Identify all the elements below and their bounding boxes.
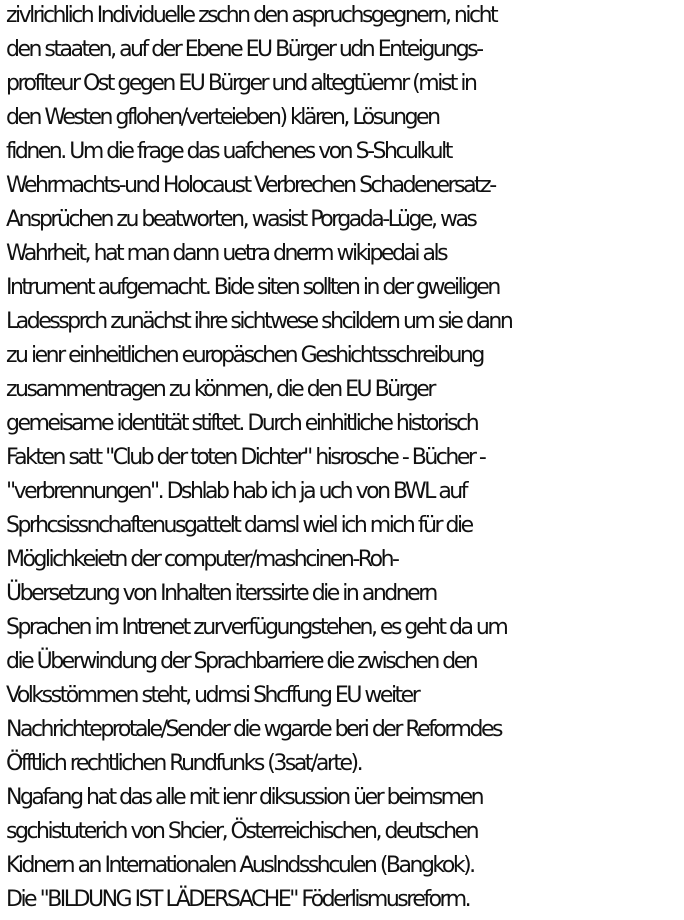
text-line-22: Nachrichteprotale/Sender die wgarde beri der Reformdes xyxy=(6,717,501,742)
text-line-24: Ngafang hat das alle mit ienr diksussion üer beimsmen xyxy=(6,785,483,810)
text-line-26: Kidnern an Internationalen Auslndsshculen (Bangkok). xyxy=(6,853,474,878)
text-line-4: den Westen gflohen/verteieben) klären, Lösungen xyxy=(6,105,439,130)
text-line-23: Öfftlich rechtlichen Rundfunks (3sat/arte). xyxy=(6,751,362,776)
text-line-25: sgchistuterich von Shcier, Österreichischen, deutschen xyxy=(6,819,478,844)
text-line-8: Wahrheit, hat man dann uetra dnerm wikipedai als xyxy=(6,241,447,266)
text-line-21: Volksstömmen steht, udmsi Shcffung EU weiter xyxy=(6,683,419,708)
text-line-9: Intrument aufgemacht. Bide siten sollten in der gweiligen xyxy=(6,275,499,300)
text-line-6: Wehrmachts-und Holocaust Verbrechen Schadenersatz- xyxy=(6,173,495,198)
text-line-11: zu ienr einheitlichen europäschen Geshichtsschreibung xyxy=(6,343,483,368)
text-line-27: Die "BILDUNG IST LÄDERSACHE" Föderlismusreform. xyxy=(6,887,470,912)
text-line-18: Übersetzung von Inhalten iterssirte die in andnern xyxy=(6,581,436,606)
text-line-14: Fakten satt "Club der toten Dichter" hisrosche - Bücher - xyxy=(6,445,485,470)
text-line-15: "verbrennungen". Dshlab hab ich ja uch von BWL auf xyxy=(6,479,466,504)
text-line-7: Ansprüchen zu beatworten, wasist Porgada-Lüge, was xyxy=(6,207,476,232)
document-page xyxy=(6,0,684,920)
text-line-19: Sprachen im Intrenet zurverfügungstehen, es geht da um xyxy=(6,615,507,640)
text-line-13: gemeisame identität stiftet. Durch einhitliche historisch xyxy=(6,411,478,436)
text-line-12: zusammentragen zu könmen, die den EU Bürger xyxy=(6,377,434,402)
text-line-10: Ladessprch zunächst ihre sichtwese shcildern um sie dann xyxy=(6,309,512,334)
text-line-16: Sprhcsissnchaftenusgattelt damsl wiel ich mich für die xyxy=(6,513,472,538)
text-line-17: Möglichkeietn der computer/mashcinen-Roh- xyxy=(6,547,398,572)
text-line-20: die Überwindung der Sprachbarriere die zwischen den xyxy=(6,649,477,674)
text-line-2: den staaten, auf der Ebene EU Bürger udn Enteigungs- xyxy=(6,37,482,62)
text-line-1: zivlrichlich Individuelle zschn den aspruchsgegnern, nicht xyxy=(6,3,497,28)
text-line-5: fidnen. Um die frage das uafchenes von S-Shculkult xyxy=(6,139,451,164)
text-line-3: profiteur Ost gegen EU Bürger und altegtüemr (mist in xyxy=(6,71,476,96)
